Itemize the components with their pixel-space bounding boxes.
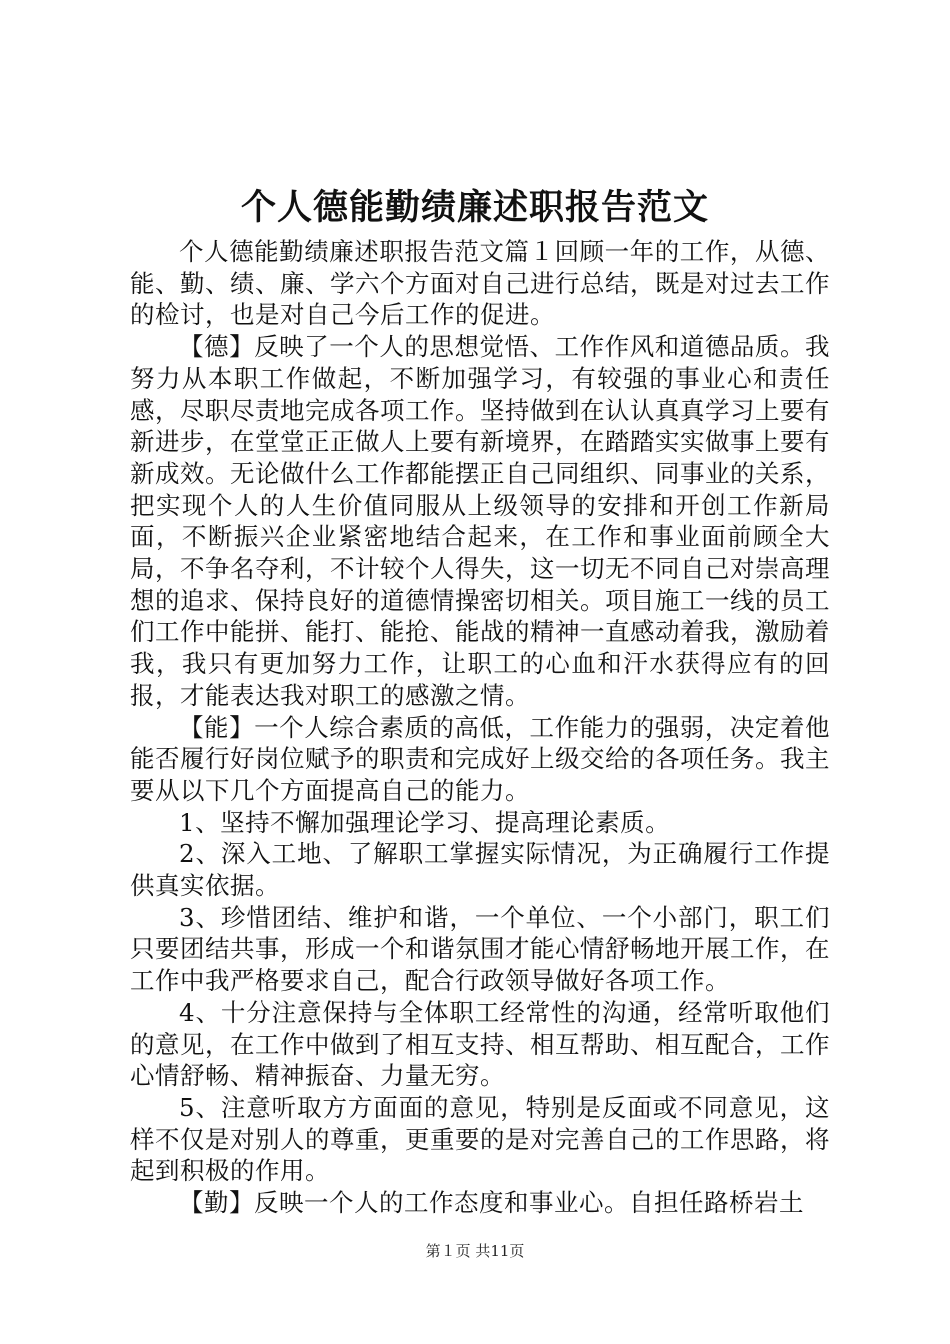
paragraph-intro: 个人德能勤绩廉述职报告范文篇１回顾一年的工作，从德、能、勤、绩、廉、学六个方面对自己进行总结，既是对过去工作的检讨，也是对自己今后工作的促进。 [130, 237, 830, 330]
page-title: 个人德能勤绩廉述职报告范文 [240, 187, 709, 228]
list-item-1: 1、坚持不懈加强理论学习、提高理论素质。 [179, 807, 671, 837]
list-item-3: 3、珍惜团结、维护和谐，一个单位、一个小部门，职工们只要团结共事，形成一个和谐氛围才能心情舒畅地开展工作，在工作中我严格要求自己，配合行政领导做好各项工作。 [130, 902, 830, 996]
list-item-2: 2、深入工地、了解职工掌握实际情况，为正确履行工作提供真实依据。 [130, 839, 830, 901]
page-number-footer: 第１页 共11页 [425, 1242, 525, 1260]
list-item-4: 4、十分注意保持与全体职工经常性的沟通，经常听取他们的意见，在工作中做到了相互支持、相互帮助、相互配合，工作心情舒畅、精神振奋、力量无穷。 [130, 997, 830, 1091]
paragraph-neng: 【能】一个人综合素质的高低，工作能力的强弱，决定着他能否履行好岗位赋予的职责和完成好上级交给的各项任务。我主要从以下几个方面提高自己的能力。 [130, 712, 830, 805]
paragraph-qin: 【勤】反映一个人的工作态度和事业心。自担任路桥岩土 [179, 1188, 804, 1218]
document-body [130, 236, 830, 1219]
paragraph-de: 【德】反映了一个人的思想觉悟、工作作风和道德品质。我努力从本职工作做起，不断加强学习，有较强的事业心和责任感，尽职尽责地完成各项工作。坚持做到在认认真真学习上要有新进步，在堂堂正正做人上要有新境界，在踏踏实实做事上要有新成效。无论做什么工作都能摆正自己同组织、同事业的关系，把实现个人的人生价值同服从上级领导的安排和开创工作新局面，不断振兴企业紧密地结合起来，在工作和事业面前顾全大局，不争名夺利，不计较个人得失，这一切无不同自己对崇高理想的追求、保持良好的道德情操密切相关。项目施工一线的员工们工作中能拼、能打、能抢、能战的精神一直感动着我，激励着我，我只有更加努力工作，让职工的心血和汗水获得应有的回报，才能表达我对职工的感激之情。 [130, 332, 830, 710]
list-item-5: 5、注意听取方方面面的意见，特别是反面或不同意见，这样不仅是对别人的尊重，更重要的是对完善自己的工作思路，将起到积极的作用。 [130, 1092, 830, 1186]
